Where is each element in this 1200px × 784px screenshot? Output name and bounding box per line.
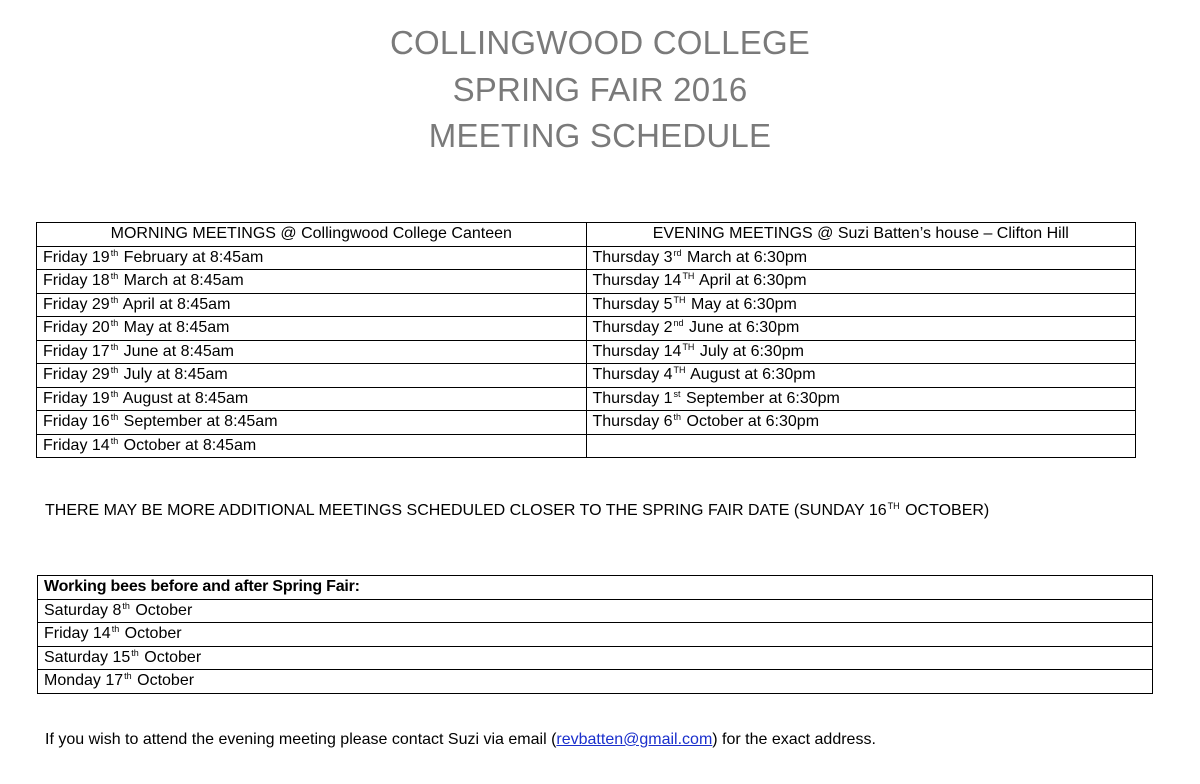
table-row bbox=[37, 340, 1136, 364]
evening-meeting-cell: Thursday 6th October at 6:30pm bbox=[586, 411, 1136, 435]
evening-meeting-cell: Thursday 14TH July at 6:30pm bbox=[586, 340, 1136, 364]
title-line-event: SPRING FAIR 2016 bbox=[452, 70, 748, 108]
table-header-row bbox=[38, 576, 1153, 600]
table-row bbox=[37, 246, 1136, 270]
morning-meeting-cell: Friday 19th August at 8:45am bbox=[37, 387, 587, 411]
table-row bbox=[38, 623, 1153, 647]
morning-meeting-cell: Friday 16th September at 8:45am bbox=[37, 411, 587, 435]
table-row bbox=[37, 434, 1136, 458]
evening-meeting-cell: Thursday 3rd March at 6:30pm bbox=[586, 246, 1136, 270]
table-row bbox=[37, 387, 1136, 411]
evening-meeting-cell: Thursday 4TH August at 6:30pm bbox=[586, 364, 1136, 388]
evening-meeting-cell: Thursday 2nd June at 6:30pm bbox=[586, 317, 1136, 341]
evening-meeting-cell: Thursday 5TH May at 6:30pm bbox=[586, 293, 1136, 317]
evening-meeting-cell: Thursday 14TH April at 6:30pm bbox=[586, 270, 1136, 294]
table-row bbox=[38, 646, 1153, 670]
morning-meeting-cell: Friday 14th October at 8:45am bbox=[37, 434, 587, 458]
working-bee-date-cell: Saturday 15th October bbox=[38, 646, 1153, 670]
morning-meeting-cell: Friday 17th June at 8:45am bbox=[37, 340, 587, 364]
additional-meetings-note: THERE MAY BE MORE ADDITIONAL MEETINGS SCHEDULED CLOSER TO THE SPRING FAIR DATE (SUNDAY 16TH OCTOBER) bbox=[45, 501, 990, 519]
table-row bbox=[37, 317, 1136, 341]
working-bee-date-cell: Friday 14th October bbox=[38, 623, 1153, 647]
table-row bbox=[37, 411, 1136, 435]
working-bees-table bbox=[37, 575, 1153, 694]
morning-meeting-cell: Friday 29th April at 8:45am bbox=[37, 293, 587, 317]
table-row bbox=[37, 293, 1136, 317]
morning-meeting-cell: Friday 20th May at 8:45am bbox=[37, 317, 587, 341]
title-line-schedule: MEETING SCHEDULE bbox=[428, 117, 772, 154]
morning-meetings-header: MORNING MEETINGS @ Collingwood College Canteen bbox=[37, 223, 587, 247]
working-bee-date-cell: Saturday 8th October bbox=[38, 599, 1153, 623]
email-link[interactable]: revbatten@gmail.com bbox=[556, 731, 713, 748]
table-row bbox=[38, 599, 1153, 623]
morning-meeting-cell: Friday 18th March at 8:45am bbox=[37, 270, 587, 294]
working-bees-header: Working bees before and after Spring Fair: bbox=[38, 576, 1153, 600]
evening-meetings-header: EVENING MEETINGS @ Suzi Batten’s house – Clifton Hill bbox=[586, 223, 1136, 247]
working-bee-date-cell: Monday 17th October bbox=[38, 670, 1153, 694]
evening-meeting-cell bbox=[586, 434, 1136, 458]
meeting-schedule-table bbox=[36, 222, 1136, 458]
table-row bbox=[37, 364, 1136, 388]
evening-meeting-cell: Thursday 1st September at 6:30pm bbox=[586, 387, 1136, 411]
morning-meeting-cell: Friday 29th July at 8:45am bbox=[37, 364, 587, 388]
table-row bbox=[37, 270, 1136, 294]
morning-meeting-cell: Friday 19th February at 8:45am bbox=[37, 246, 587, 270]
table-row bbox=[38, 670, 1153, 694]
table-header-row bbox=[37, 223, 1136, 247]
document-title bbox=[0, 20, 1200, 160]
contact-note: If you wish to attend the evening meeting please contact Suzi via email (revbatten@gmail.com) for the exact address. bbox=[45, 731, 876, 748]
title-line-school: COLLINGWOOD COLLEGE bbox=[389, 24, 811, 61]
